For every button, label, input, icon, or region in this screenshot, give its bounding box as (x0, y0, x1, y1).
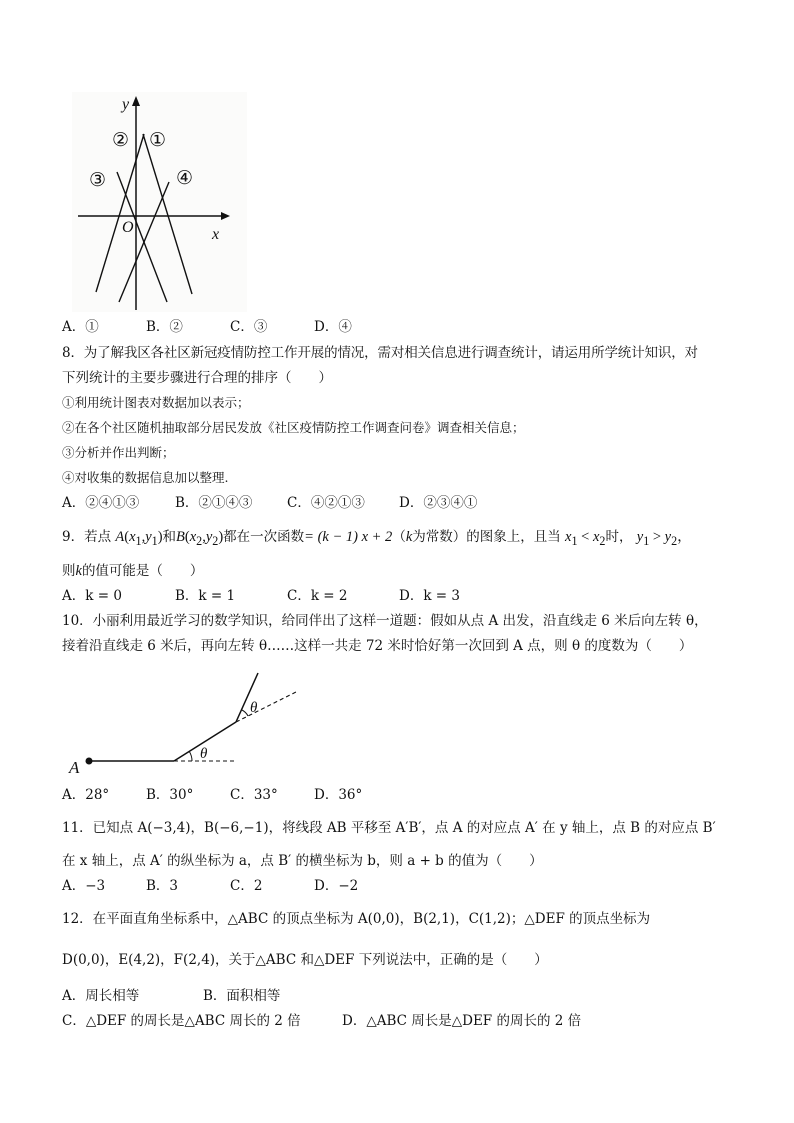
angle-label-1: θ (200, 746, 208, 762)
q9-option-d: D．k = 3 (399, 588, 460, 604)
q7-option-a: A．① (62, 319, 99, 335)
angle-arc-2 (242, 710, 248, 716)
q9-text-value: 的值可能是（ ） (81, 563, 204, 579)
q8-option-b: B．②①④③ (175, 495, 253, 511)
q12-stem-line1: 12．在平面直角坐标系中，△ABC 的顶点坐标为 A(0,0)，B(2,1)，C(1,2)；△DEF 的顶点坐标为 (62, 911, 651, 927)
q9-option-a: A．k = 0 (62, 588, 122, 604)
q9-text-and: 和 (162, 529, 177, 545)
line-label-4: ④ (176, 168, 194, 189)
q10-stem-line1: 10．小丽利用最近学习的数学知识，给同伴出了这样一道题：假如从点 A 出发，沿直线走 6 米后向左转 θ， (62, 613, 708, 629)
q9-option-c: C．k = 2 (287, 588, 348, 604)
q12-stem-line2: D(0,0)，E(4,2)，F(2,4)，关于△ABC 和△DEF 下列说法中，正确的是（ ） (62, 952, 548, 968)
origin-label: O (122, 219, 134, 236)
q11-option-d: D．−2 (314, 878, 359, 894)
q11-option-a: A．−3 (62, 878, 106, 894)
line-label-2: ② (112, 130, 130, 151)
q9-point-a: $A(x_1,y_1)$ (115, 529, 163, 548)
q8-option-c: C．④②①③ (287, 495, 365, 511)
q9-text-const: 为常数）的图象上，且当 (412, 529, 561, 545)
q9-text-func: 都在一次函数 (223, 529, 305, 545)
q10-option-a: A．28° (62, 787, 110, 803)
q8-step-4: ④对收集的数据信息加以整理. (62, 470, 229, 485)
q8-stem-line1: 8．为了解我区各社区新冠疫情防控工作开展的情况，需对相关信息进行调查统计，请运用所学统计知识，对 (62, 345, 698, 361)
q12-option-b: B．面积相等 (203, 988, 281, 1004)
q11-stem-line2: 在 x 轴上，点 A′ 的纵坐标为 a，点 B′ 的横坐标为 b，则 a + b 的值为（ ） (62, 853, 543, 869)
q9-text-then: 则 (62, 563, 76, 579)
q12-option-a: A．周长相等 (62, 988, 140, 1004)
q7-option-d: D．④ (314, 319, 352, 335)
angle-arc-1 (189, 751, 192, 761)
q10-option-d: D．36° (314, 787, 363, 803)
y-axis-label: y (122, 96, 130, 113)
q9-option-b: B．k = 1 (175, 588, 236, 604)
q11-option-b: B．3 (146, 878, 179, 894)
q8-step-3: ③分析并作出判断； (62, 445, 175, 460)
q8-step-1: ①利用统计图表对数据加以表示； (62, 395, 250, 410)
q12-option-d: D．△ABC 周长是△DEF 的周长的 2 倍 (342, 1013, 582, 1029)
angle-label-2: θ (250, 700, 258, 716)
q8-step-2: ②在各个社区随机抽取部分居民发放《社区疫情防控工作调查问卷》调查相关信息； (62, 420, 525, 435)
q9-stem-line2: 则k的值可能是（ ） (62, 563, 204, 579)
q11-stem-line1: 11．已知点 A(−3,4)，B(−6,−1)，将线段 AB 平移至 A′B′，点 A 的对应点 A′ 在 y 轴上，点 B 的对应点 B′ (62, 820, 716, 836)
line-label-3: ③ (89, 170, 107, 191)
q10-figure (64, 670, 304, 780)
q7-figure (72, 92, 247, 312)
q9-function: = (k − 1) x + 2 (304, 529, 393, 545)
x-axis-label: x (212, 226, 220, 243)
q9-stem-line1: 9．若点 $A(x_1,y_1)$和$B(x_2,y_2)$都在一次函数= (k − 1) x + 2（k为常数）的图象上，且当 $x_1 < x_2$时， $y_1 > y_2$， (62, 529, 692, 548)
q10-stem-line2: 接着沿直线走 6 米后，再向左转 θ……这样一共走 72 米时恰好第一次回到 A 点，则 θ 的度数为（ ） (62, 638, 693, 654)
q10-option-b: B．30° (146, 787, 194, 803)
dashed-extension-2 (236, 692, 296, 722)
q11-option-c: C．2 (230, 878, 263, 894)
q10-option-c: C．33° (230, 787, 278, 803)
q9-text-intro: 9．若点 (62, 529, 112, 545)
q9-condition-x: $x_1 < x_2$ (565, 529, 606, 548)
q8-option-d: D．②③④① (399, 495, 478, 511)
q8-stem-line2: 下列统计的主要步骤进行合理的排序（ ） (62, 370, 332, 386)
q9-point-b: $B(x_2,y_2)$ (176, 529, 224, 548)
q7-option-b: B．② (146, 319, 183, 335)
start-point-label: A (69, 758, 80, 777)
line-label-1: ① (149, 130, 167, 151)
q7-option-c: C．③ (230, 319, 268, 335)
q12-option-c: C．△DEF 的周长是△ABC 周长的 2 倍 (62, 1013, 301, 1029)
q9-condition-y: $y_1 > y_2$， (636, 529, 692, 548)
q9-text-paren: （ (392, 529, 406, 545)
q8-option-a: A．②④①③ (62, 495, 140, 511)
q9-text-when: 时， (605, 529, 633, 545)
